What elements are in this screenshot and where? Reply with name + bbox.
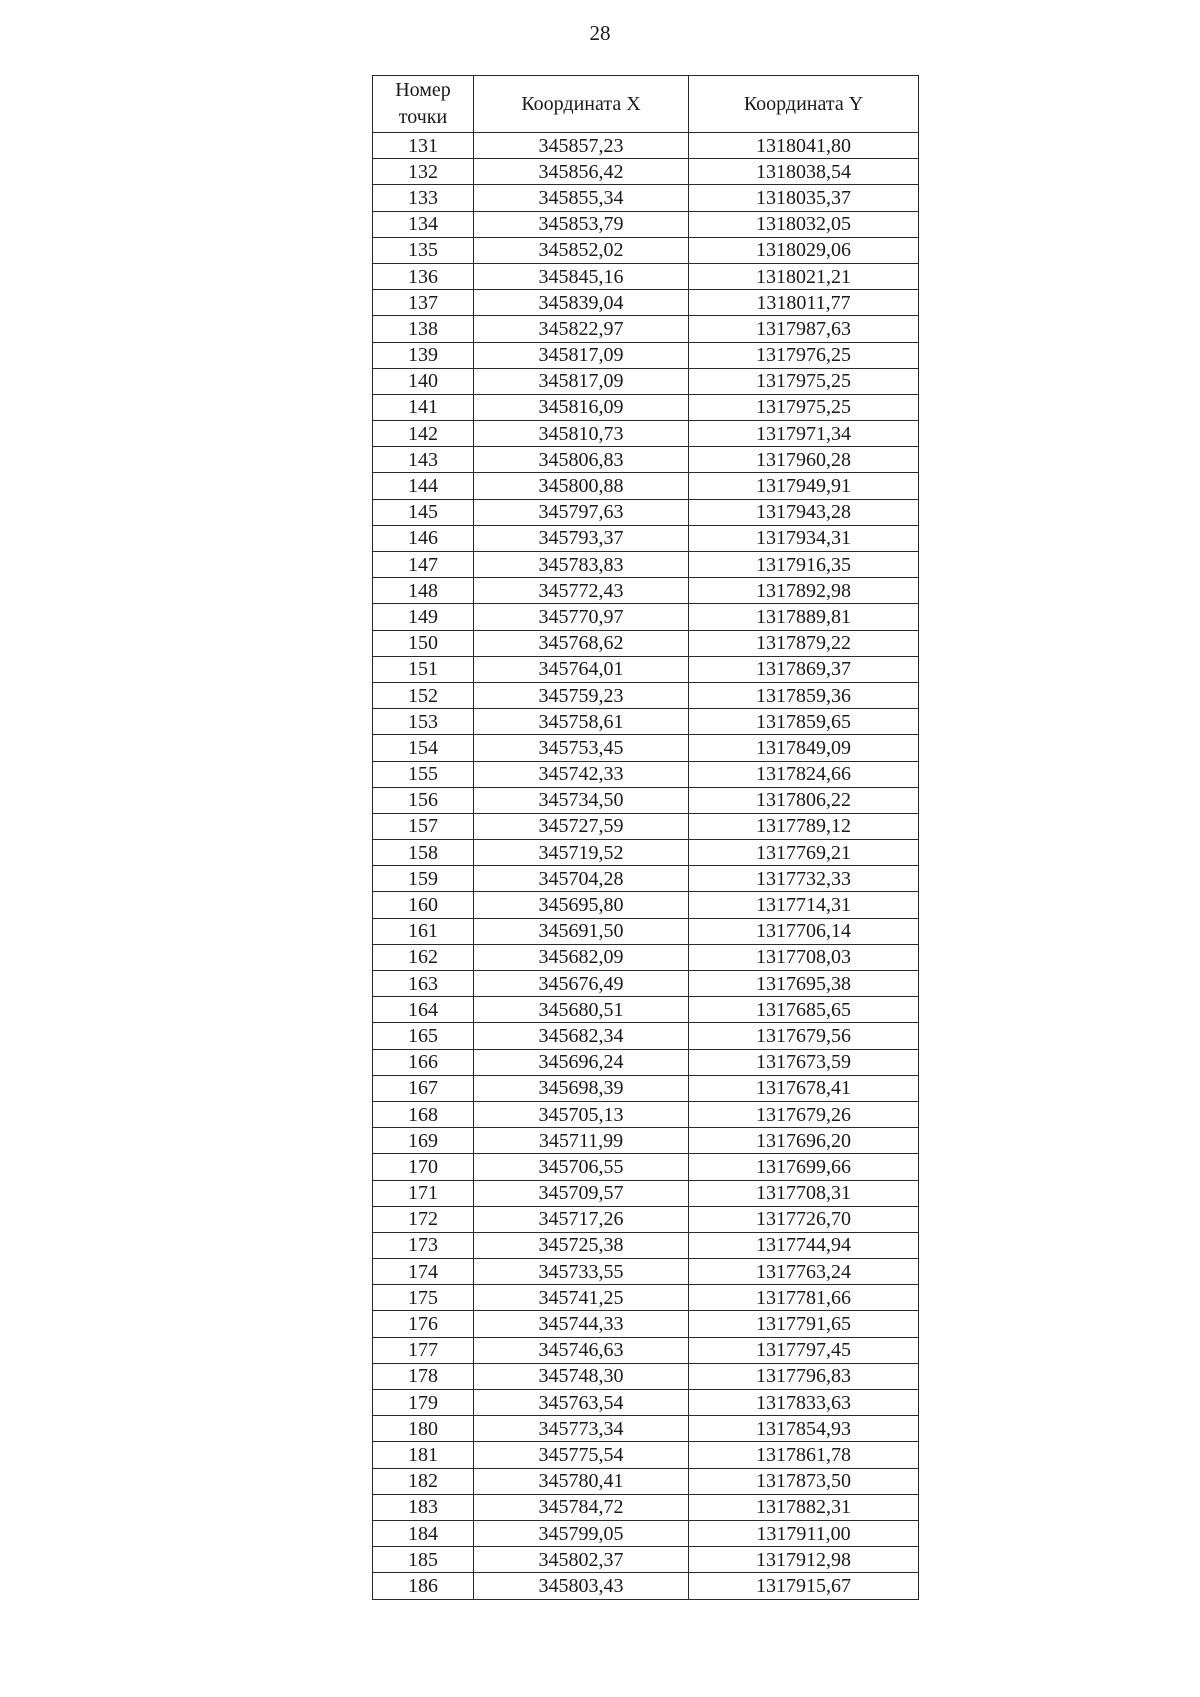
cell-coordinate-x: 345793,37 [474, 525, 689, 551]
cell-coordinate-y: 1317679,56 [689, 1023, 919, 1049]
cell-point-number: 131 [373, 133, 474, 159]
coordinates-table [372, 75, 919, 1600]
cell-point-number: 143 [373, 447, 474, 473]
cell-coordinate-y: 1317708,31 [689, 1180, 919, 1206]
cell-point-number: 144 [373, 473, 474, 499]
cell-coordinate-y: 1317854,93 [689, 1416, 919, 1442]
cell-coordinate-x: 345706,55 [474, 1154, 689, 1180]
cell-coordinate-x: 345822,97 [474, 316, 689, 342]
cell-point-number: 165 [373, 1023, 474, 1049]
cell-point-number: 168 [373, 1101, 474, 1127]
cell-coordinate-y: 1318032,05 [689, 211, 919, 237]
cell-coordinate-x: 345775,54 [474, 1442, 689, 1468]
cell-coordinate-x: 345744,33 [474, 1311, 689, 1337]
table-row [373, 840, 919, 866]
cell-coordinate-y: 1317976,25 [689, 342, 919, 368]
cell-point-number: 177 [373, 1337, 474, 1363]
cell-point-number: 155 [373, 761, 474, 787]
cell-coordinate-y: 1317744,94 [689, 1232, 919, 1258]
cell-coordinate-x: 345719,52 [474, 840, 689, 866]
cell-coordinate-y: 1317960,28 [689, 447, 919, 473]
cell-coordinate-y: 1317971,34 [689, 421, 919, 447]
cell-coordinate-x: 345856,42 [474, 159, 689, 185]
cell-coordinate-y: 1317987,63 [689, 316, 919, 342]
cell-coordinate-x: 345758,61 [474, 709, 689, 735]
cell-coordinate-y: 1317889,81 [689, 604, 919, 630]
cell-coordinate-y: 1317859,65 [689, 709, 919, 735]
cell-point-number: 167 [373, 1075, 474, 1101]
header-point-number [373, 76, 474, 133]
cell-coordinate-x: 345691,50 [474, 918, 689, 944]
table-row [373, 578, 919, 604]
cell-coordinate-y: 1317678,41 [689, 1075, 919, 1101]
cell-coordinate-x: 345817,09 [474, 368, 689, 394]
table-row [373, 997, 919, 1023]
cell-coordinate-y: 1317934,31 [689, 525, 919, 551]
cell-coordinate-y: 1317673,59 [689, 1049, 919, 1075]
table-row [373, 290, 919, 316]
table-row [373, 761, 919, 787]
table-row [373, 473, 919, 499]
cell-point-number: 176 [373, 1311, 474, 1337]
table-row [373, 1128, 919, 1154]
cell-coordinate-y: 1317732,33 [689, 866, 919, 892]
cell-coordinate-y: 1317706,14 [689, 918, 919, 944]
cell-coordinate-y: 1317714,31 [689, 892, 919, 918]
table-row [373, 1154, 919, 1180]
cell-coordinate-y: 1317911,00 [689, 1520, 919, 1546]
table-row [373, 263, 919, 289]
cell-coordinate-x: 345810,73 [474, 421, 689, 447]
cell-coordinate-y: 1317975,25 [689, 368, 919, 394]
cell-coordinate-y: 1317849,09 [689, 735, 919, 761]
header-coordinate-y: Координата Y [689, 76, 919, 133]
cell-coordinate-x: 345705,13 [474, 1101, 689, 1127]
cell-coordinate-y: 1318011,77 [689, 290, 919, 316]
cell-point-number: 186 [373, 1573, 474, 1599]
table-header-row [373, 76, 919, 133]
table-row [373, 630, 919, 656]
table-row [373, 368, 919, 394]
table-row [373, 316, 919, 342]
cell-point-number: 152 [373, 682, 474, 708]
cell-coordinate-x: 345742,33 [474, 761, 689, 787]
cell-coordinate-x: 345839,04 [474, 290, 689, 316]
cell-point-number: 150 [373, 630, 474, 656]
table-row [373, 892, 919, 918]
cell-point-number: 136 [373, 263, 474, 289]
cell-point-number: 142 [373, 421, 474, 447]
table-row [373, 342, 919, 368]
cell-coordinate-x: 345855,34 [474, 185, 689, 211]
table-row [373, 1416, 919, 1442]
cell-point-number: 182 [373, 1468, 474, 1494]
cell-coordinate-x: 345741,25 [474, 1285, 689, 1311]
cell-point-number: 183 [373, 1494, 474, 1520]
header-point-number-line1: Номер [395, 79, 451, 101]
cell-coordinate-x: 345711,99 [474, 1128, 689, 1154]
cell-coordinate-y: 1317699,66 [689, 1154, 919, 1180]
table-row [373, 1180, 919, 1206]
cell-coordinate-y: 1317873,50 [689, 1468, 919, 1494]
cell-coordinate-y: 1317781,66 [689, 1285, 919, 1311]
cell-coordinate-x: 345698,39 [474, 1075, 689, 1101]
cell-coordinate-x: 345800,88 [474, 473, 689, 499]
cell-coordinate-y: 1317685,65 [689, 997, 919, 1023]
cell-point-number: 133 [373, 185, 474, 211]
cell-coordinate-x: 345799,05 [474, 1520, 689, 1546]
cell-coordinate-x: 345816,09 [474, 394, 689, 420]
cell-point-number: 132 [373, 159, 474, 185]
cell-point-number: 162 [373, 944, 474, 970]
cell-coordinate-x: 345759,23 [474, 682, 689, 708]
cell-point-number: 140 [373, 368, 474, 394]
cell-coordinate-x: 345746,63 [474, 1337, 689, 1363]
table-row [373, 1468, 919, 1494]
cell-coordinate-x: 345734,50 [474, 787, 689, 813]
cell-coordinate-y: 1317726,70 [689, 1206, 919, 1232]
table-row [373, 1363, 919, 1389]
cell-point-number: 139 [373, 342, 474, 368]
cell-point-number: 179 [373, 1390, 474, 1416]
cell-coordinate-x: 345753,45 [474, 735, 689, 761]
table-row [373, 604, 919, 630]
cell-point-number: 148 [373, 578, 474, 604]
cell-coordinate-x: 345709,57 [474, 1180, 689, 1206]
cell-coordinate-x: 345704,28 [474, 866, 689, 892]
cell-coordinate-y: 1317763,24 [689, 1259, 919, 1285]
cell-point-number: 173 [373, 1232, 474, 1258]
table-row [373, 1049, 919, 1075]
cell-coordinate-x: 345780,41 [474, 1468, 689, 1494]
cell-coordinate-y: 1317882,31 [689, 1494, 919, 1520]
cell-coordinate-x: 345676,49 [474, 971, 689, 997]
table-row [373, 185, 919, 211]
table-row [373, 1337, 919, 1363]
page-number: 28 [589, 21, 611, 45]
cell-point-number: 163 [373, 971, 474, 997]
cell-coordinate-y: 1317806,22 [689, 787, 919, 813]
table-row [373, 866, 919, 892]
table-row [373, 1101, 919, 1127]
cell-coordinate-x: 345802,37 [474, 1547, 689, 1573]
cell-coordinate-x: 345682,34 [474, 1023, 689, 1049]
table-row [373, 552, 919, 578]
cell-coordinate-y: 1317859,36 [689, 682, 919, 708]
cell-point-number: 175 [373, 1285, 474, 1311]
cell-coordinate-x: 345717,26 [474, 1206, 689, 1232]
table-row [373, 656, 919, 682]
table-row [373, 1259, 919, 1285]
cell-point-number: 180 [373, 1416, 474, 1442]
cell-coordinate-x: 345680,51 [474, 997, 689, 1023]
table-row [373, 1311, 919, 1337]
cell-point-number: 166 [373, 1049, 474, 1075]
cell-coordinate-y: 1318038,54 [689, 159, 919, 185]
cell-coordinate-y: 1317797,45 [689, 1337, 919, 1363]
table-row [373, 159, 919, 185]
table-row [373, 1547, 919, 1573]
cell-coordinate-x: 345853,79 [474, 211, 689, 237]
cell-coordinate-y: 1317892,98 [689, 578, 919, 604]
cell-coordinate-x: 345845,16 [474, 263, 689, 289]
table-row [373, 133, 919, 159]
table-row [373, 1285, 919, 1311]
cell-point-number: 161 [373, 918, 474, 944]
table-row [373, 447, 919, 473]
cell-coordinate-x: 345772,43 [474, 578, 689, 604]
cell-point-number: 169 [373, 1128, 474, 1154]
cell-coordinate-y: 1317696,20 [689, 1128, 919, 1154]
table-row [373, 1206, 919, 1232]
cell-point-number: 181 [373, 1442, 474, 1468]
cell-coordinate-x: 345733,55 [474, 1259, 689, 1285]
cell-coordinate-y: 1317824,66 [689, 761, 919, 787]
cell-coordinate-x: 345806,83 [474, 447, 689, 473]
cell-coordinate-x: 345817,09 [474, 342, 689, 368]
cell-point-number: 135 [373, 237, 474, 263]
table-row [373, 1573, 919, 1599]
cell-coordinate-x: 345783,83 [474, 552, 689, 578]
cell-point-number: 159 [373, 866, 474, 892]
cell-point-number: 149 [373, 604, 474, 630]
header-point-number-line2: точки [398, 106, 448, 128]
cell-coordinate-y: 1317916,35 [689, 552, 919, 578]
table-row [373, 1442, 919, 1468]
table-row [373, 1520, 919, 1546]
table-row [373, 237, 919, 263]
cell-coordinate-y: 1317869,37 [689, 656, 919, 682]
cell-coordinate-y: 1318029,06 [689, 237, 919, 263]
cell-coordinate-y: 1317679,26 [689, 1101, 919, 1127]
cell-coordinate-y: 1317789,12 [689, 813, 919, 839]
cell-coordinate-x: 345852,02 [474, 237, 689, 263]
cell-coordinate-x: 345784,72 [474, 1494, 689, 1520]
cell-point-number: 157 [373, 813, 474, 839]
cell-coordinate-y: 1317833,63 [689, 1390, 919, 1416]
cell-coordinate-y: 1317769,21 [689, 840, 919, 866]
table-row [373, 1494, 919, 1520]
cell-coordinate-x: 345797,63 [474, 499, 689, 525]
table-row [373, 918, 919, 944]
cell-coordinate-y: 1317708,03 [689, 944, 919, 970]
cell-coordinate-y: 1317861,78 [689, 1442, 919, 1468]
table-row [373, 709, 919, 735]
cell-coordinate-y: 1317915,67 [689, 1573, 919, 1599]
cell-coordinate-x: 345768,62 [474, 630, 689, 656]
cell-coordinate-x: 345695,80 [474, 892, 689, 918]
cell-coordinate-y: 1317695,38 [689, 971, 919, 997]
cell-coordinate-x: 345764,01 [474, 656, 689, 682]
table-row [373, 735, 919, 761]
cell-coordinate-y: 1317791,65 [689, 1311, 919, 1337]
cell-point-number: 141 [373, 394, 474, 420]
cell-coordinate-x: 345857,23 [474, 133, 689, 159]
cell-point-number: 170 [373, 1154, 474, 1180]
table-row [373, 421, 919, 447]
cell-point-number: 153 [373, 709, 474, 735]
table-row [373, 971, 919, 997]
cell-point-number: 158 [373, 840, 474, 866]
cell-coordinate-y: 1318041,80 [689, 133, 919, 159]
cell-coordinate-x: 345725,38 [474, 1232, 689, 1258]
cell-point-number: 172 [373, 1206, 474, 1232]
cell-coordinate-x: 345727,59 [474, 813, 689, 839]
cell-coordinate-x: 345803,43 [474, 1573, 689, 1599]
table-row [373, 813, 919, 839]
cell-coordinate-x: 345696,24 [474, 1049, 689, 1075]
cell-coordinate-y: 1317796,83 [689, 1363, 919, 1389]
cell-point-number: 184 [373, 1520, 474, 1546]
table-body [373, 133, 919, 1600]
cell-point-number: 134 [373, 211, 474, 237]
cell-point-number: 156 [373, 787, 474, 813]
cell-point-number: 160 [373, 892, 474, 918]
header-coordinate-x: Координата X [474, 76, 689, 133]
cell-point-number: 154 [373, 735, 474, 761]
cell-point-number: 138 [373, 316, 474, 342]
cell-coordinate-y: 1317943,28 [689, 499, 919, 525]
table-row [373, 1390, 919, 1416]
cell-coordinate-y: 1317879,22 [689, 630, 919, 656]
cell-point-number: 174 [373, 1259, 474, 1285]
cell-coordinate-y: 1317949,91 [689, 473, 919, 499]
table-row [373, 1075, 919, 1101]
cell-coordinate-y: 1318035,37 [689, 185, 919, 211]
cell-coordinate-y: 1318021,21 [689, 263, 919, 289]
cell-coordinate-x: 345748,30 [474, 1363, 689, 1389]
cell-coordinate-x: 345763,54 [474, 1390, 689, 1416]
table-row [373, 525, 919, 551]
table-row [373, 787, 919, 813]
cell-point-number: 164 [373, 997, 474, 1023]
cell-point-number: 171 [373, 1180, 474, 1206]
cell-point-number: 146 [373, 525, 474, 551]
table-row [373, 1232, 919, 1258]
table-row [373, 499, 919, 525]
cell-coordinate-x: 345682,09 [474, 944, 689, 970]
table-row [373, 211, 919, 237]
table-row [373, 944, 919, 970]
cell-coordinate-x: 345770,97 [474, 604, 689, 630]
table-row [373, 1023, 919, 1049]
table-row [373, 682, 919, 708]
cell-point-number: 185 [373, 1547, 474, 1573]
table-row [373, 394, 919, 420]
cell-point-number: 137 [373, 290, 474, 316]
cell-coordinate-x: 345773,34 [474, 1416, 689, 1442]
cell-point-number: 147 [373, 552, 474, 578]
cell-coordinate-y: 1317912,98 [689, 1547, 919, 1573]
cell-coordinate-y: 1317975,25 [689, 394, 919, 420]
cell-point-number: 178 [373, 1363, 474, 1389]
cell-point-number: 145 [373, 499, 474, 525]
cell-point-number: 151 [373, 656, 474, 682]
